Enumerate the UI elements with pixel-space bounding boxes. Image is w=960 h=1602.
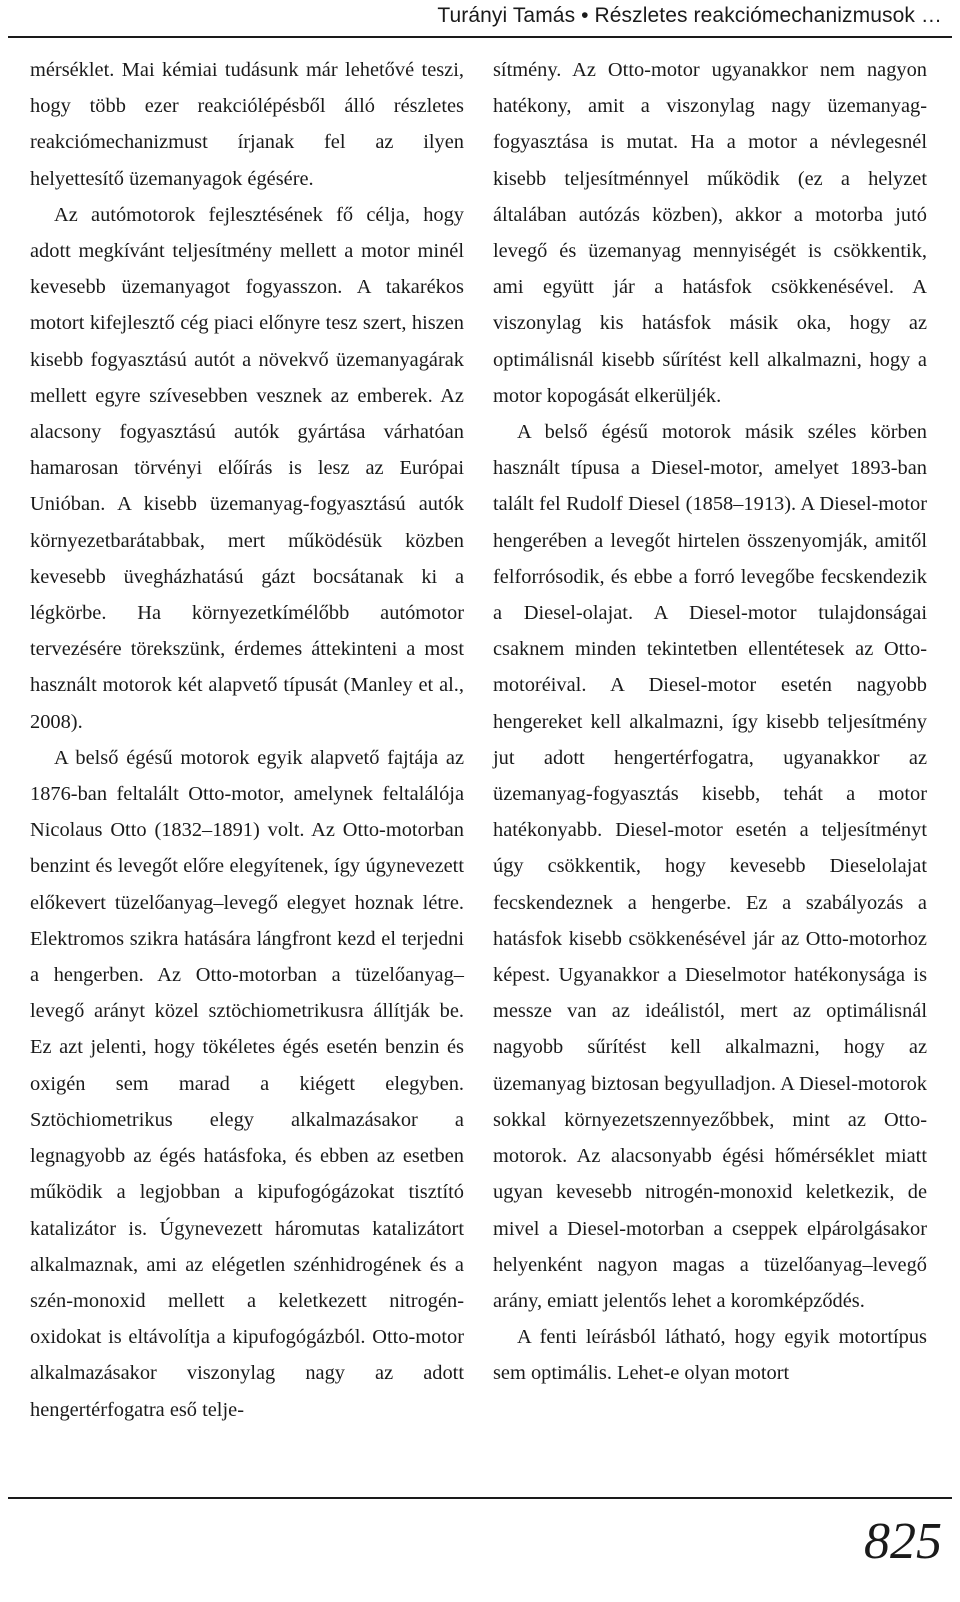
paragraph: Az autómotorok fejlesztésének fő célja, hogy adott megkívánt teljesítmény mellett a motor minél kevesebb üzemanyagot fogyasszon. A takarékos motort kifejlesztő cég piaci előnyre tesz szert, hiszen kisebb fogyasztású autót a növekvő üzemanyagárak mellett egyre szívesebben vesznek az emberek. Az alacsony fogyasztású autók gyártása várhatóan hamarosan törvényi előírás is lesz az Európai Unióban. A kisebb üzemanyag-fogyasztású autók környezetbarátabbak, mert működésük közben kevesebb üvegházhatású gázt bocsátanak ki a légkörbe. Ha környezetkímélőbb autómotor tervezésére törekszünk, érdemes áttekinteni a most használt motorok két alapvető típusát (Manley et al., 2008). bbox=[30, 203, 464, 733]
paragraph: sítmény. Az Otto-motor ugyanakkor nem nagyon hatékony, amit a viszonylag nagy üzemanyag-fogyasztása is mutat. Ha a motor a névlegesnél kisebb teljesítménnyel működik (ez a helyzet általában autózás közben), akkor a motorba jutó levegő és üzemanyag mennyiségét is csökkentik, ami együtt jár a hatásfok csökkenésével. A viszonylag kis hatásfok másik oka, hogy az optimálisnál kisebb sűrítést kell alkalmazni, hogy a motor kopogását elkerüljék. bbox=[493, 59, 927, 407]
paragraph: mérséklet. Mai kémiai tudásunk már lehetővé teszi, hogy több ezer reakciólépésből álló részletes reakciómechanizmust írjanak fel az ilyen helyettesítő üzemanyagok égésére. bbox=[30, 59, 464, 190]
page-number: 825 bbox=[864, 1513, 942, 1570]
header-rule bbox=[8, 36, 952, 38]
text-column-left bbox=[30, 52, 464, 1428]
paragraph: A belső égésű motorok másik széles körben használt típusa a Diesel-motor, amelyet 1893-ban talált fel Rudolf Diesel (1858–1913). A Diesel-motor hengerében a levegőt hirtelen összenyomják, amitől felforrósodik, és ebbe a forró levegőbe fecskendezik a Diesel-olajat. A Diesel-motor tulajdonságai csaknem minden tekintetben ellentétesek az Otto-motoréival. A Diesel-motor esetén nagyobb hengereket kell alkalmazni, így kisebb teljesítmény jut adott hengertérfogatra, ugyanakkor az üzemanyag-fogyasztás kisebb, tehát a motor hatékonyabb. Diesel-motor esetén a teljesítményt úgy csökkentik, hogy kevesebb Dieselolajat fecskendeznek a hengerbe. Ez a szabályozás a hatásfok kisebb csökkenésével jár az Otto-motorhoz képest. Ugyanakkor a Dieselmotor hatékonysága is messze van az ideálistól, mert az optimálisnál nagyobb sűrítést kell alkalmazni, hogy az üzemanyag biztosan begyulladjon. A Diesel-motorok sokkal környezetszennyezőbbek, mint az Otto-motorok. Az alacsonyabb égési hőmérséklet miatt ugyan kevesebb nitrogén-monoxid keletkezik, de mivel a Diesel-motorban a cseppek elpárolgásakor helyenként nagyon magas a tüzelőanyag–levegő arány, emiatt jelentős lehet a koromképződés. bbox=[493, 421, 927, 1312]
paragraph: A fenti leírásból látható, hogy egyik motortípus sem optimális. Lehet-e olyan motort bbox=[493, 1326, 927, 1385]
paragraph: A belső égésű motorok egyik alapvető fajtája az 1876-ban feltalált Otto-motor, amelynek feltalálója Nicolaus Otto (1832–1891) volt. Az Otto-motorban benzint és levegőt előre elegyítenek, így úgynevezett előkevert tüzelőanyag–levegő elegyet hoznak létre. Elektromos szikra hatására lángfront kezd el terjedni a hengerben. Az Otto-motorban a tüzelőanyag–levegő arányt közel sztöchiometrikusra állítják be. Ez azt jelenti, hogy tökéletes égés esetén benzin és oxigén sem marad a kiégett elegyben. Sztöchiometrikus elegy alkalmazásakor a legnagyobb az égés hatásfoka, és ebben az esetben működik a legjobban a kipufogógázokat tisztító katalizátor is. Úgynevezett háromutas katalizátort alkalmaznak, ami az elégetlen szénhidrogének és a szén-monoxid mellett a keletkezett nitrogén-oxidokat is eltávolítja a kipufogógázból. Otto-motor alkalmazásakor viszonylag nagy az adott hengertérfogatra eső telje- bbox=[30, 746, 464, 1421]
text-column-right bbox=[493, 52, 927, 1392]
footer-rule bbox=[8, 1497, 952, 1499]
running-header: Turányi Tamás • Részletes reakciómechanizmusok … bbox=[437, 4, 942, 27]
